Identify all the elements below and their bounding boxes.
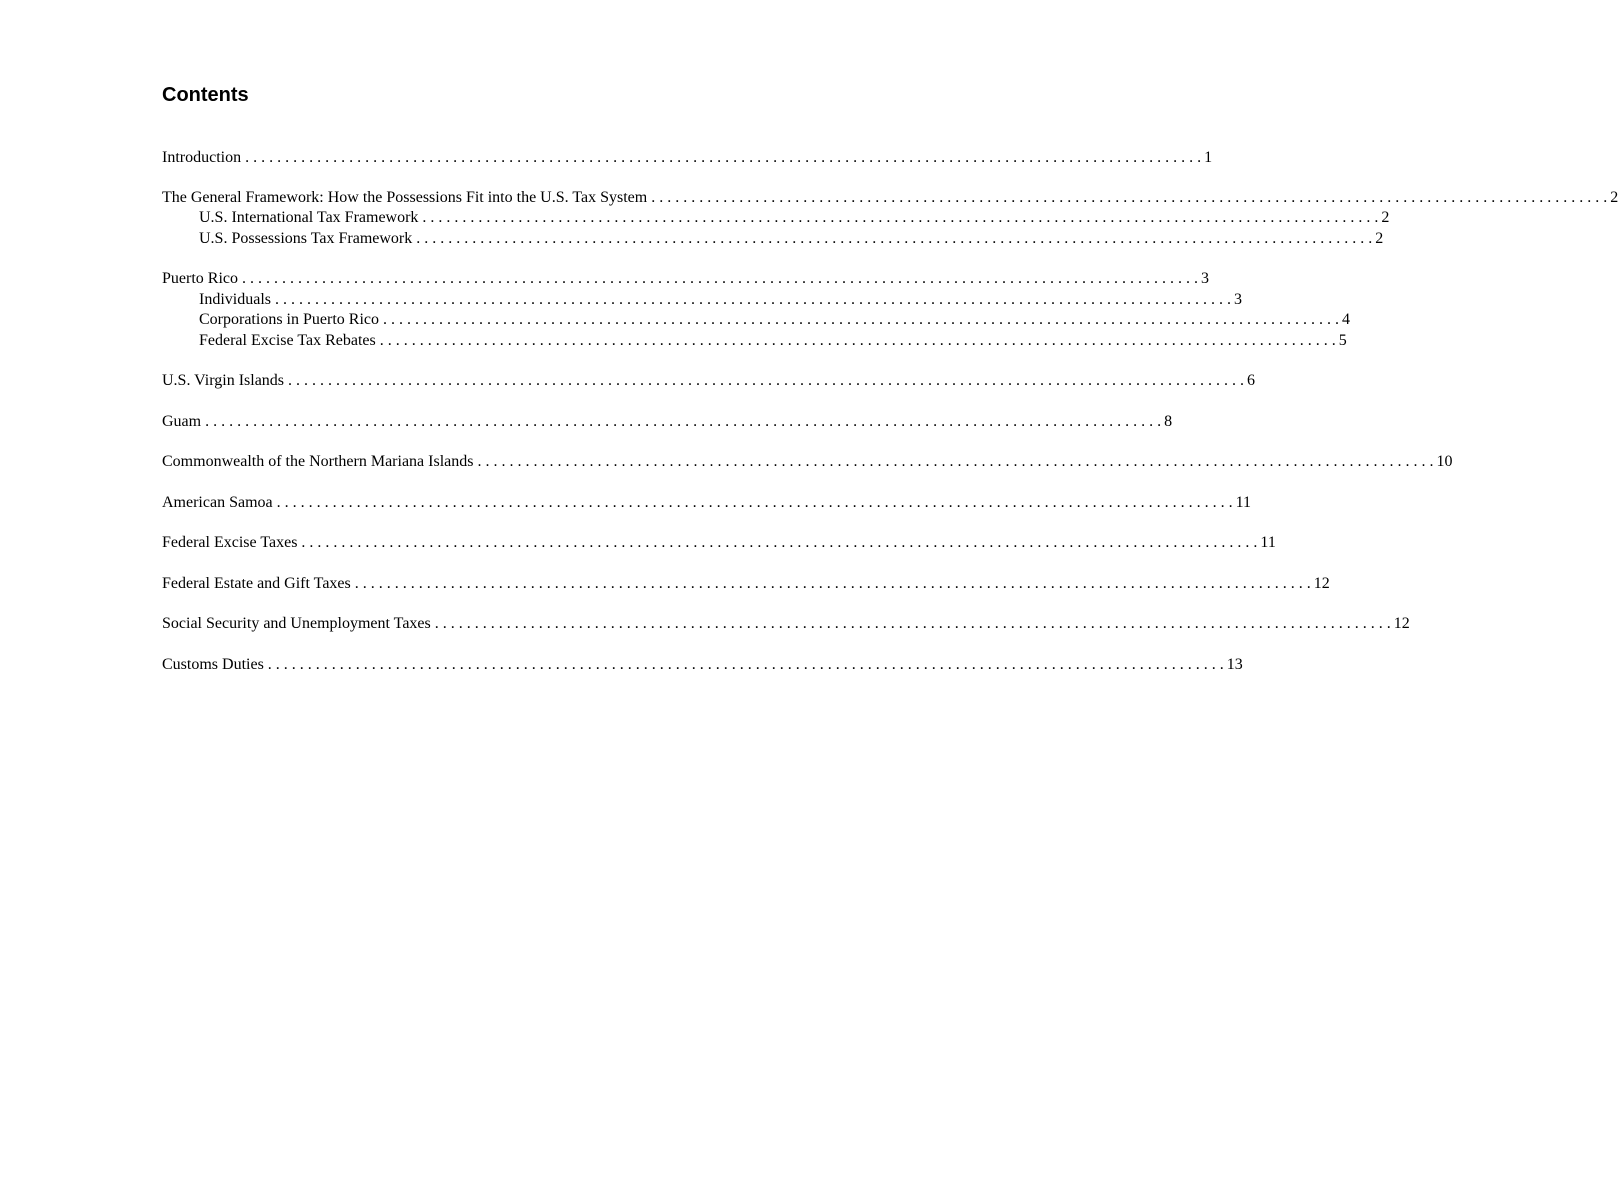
toc-page-number: 5 [1338, 332, 1347, 349]
toc-page-number: 11 [1235, 494, 1252, 511]
toc-entry-label: U.S. Possessions Tax Framework [199, 230, 413, 247]
toc-subentry-us-international-tax-framework[interactable] [199, 207, 1390, 228]
toc-entry-label: American Samoa [162, 494, 273, 511]
toc-entry-label: Guam [162, 413, 202, 430]
toc-entry-label: U.S. International Tax Framework [199, 209, 419, 226]
toc-entry-label: Federal Excise Taxes [162, 534, 298, 551]
toc-entry-puerto-rico[interactable] [162, 268, 1209, 289]
toc-page-number: 1 [1204, 149, 1213, 166]
toc-entry-general-framework[interactable] [162, 187, 1618, 208]
toc-page-number: 11 [1260, 534, 1276, 551]
dot-leader: . . . . . . . . . . . . . . . . . . . . . . . . . . . . . . . . . . . . . . . . . . . . . . . . . . . . . . . . . . . . . . . . . . . . . . . . . . . . . . . . . . . . . . . . . . . . . . . . . . . . . . . . . . . . . . . . . . . . . . . . [416, 230, 1373, 247]
toc-entry-label: Commonwealth of the Northern Mariana Islands [162, 453, 474, 470]
dot-leader: . . . . . . . . . . . . . . . . . . . . . . . . . . . . . . . . . . . . . . . . . . . . . . . . . . . . . . . . . . . . . . . . . . . . . . . . . . . . . . . . . . . . . . . . . . . . . . . . . . . . . . . . . . . . . . . . . . . . . . . . [267, 656, 1224, 673]
toc-page-number: 13 [1226, 656, 1243, 673]
toc-page-number: 2 [1375, 230, 1384, 247]
toc-entry-label: Corporations in Puerto Rico [199, 311, 379, 328]
contents-heading: Contents [162, 84, 249, 106]
toc-entry-social-security-and-unemployment-taxes[interactable] [162, 613, 1410, 634]
toc-entry-introduction[interactable] [162, 147, 1213, 168]
toc-entry-northern-mariana-islands[interactable] [162, 451, 1453, 472]
toc-entry-federal-excise-taxes[interactable] [162, 532, 1276, 553]
dot-leader: . . . . . . . . . . . . . . . . . . . . . . . . . . . . . . . . . . . . . . . . . . . . . . . . . . . . . . . . . . . . . . . . . . . . . . . . . . . . . . . . . . . . . . . . . . . . . . . . . . . . . . . . . . . . . . . . . . . . . . . . [205, 413, 1162, 430]
toc-entry-label: Federal Estate and Gift Taxes [162, 575, 351, 592]
dot-leader: . . . . . . . . . . . . . . . . . . . . . . . . . . . . . . . . . . . . . . . . . . . . . . . . . . . . . . . . . . . . . . . . . . . . . . . . . . . . . . . . . . . . . . . . . . . . . . . . . . . . . . . . . . . . . . . . . . . . . . . . [422, 209, 1379, 226]
toc-entry-label: Puerto Rico [162, 270, 238, 287]
toc-entry-american-samoa[interactable] [162, 492, 1252, 513]
dot-leader: . . . . . . . . . . . . . . . . . . . . . . . . . . . . . . . . . . . . . . . . . . . . . . . . . . . . . . . . . . . . . . . . . . . . . . . . . . . . . . . . . . . . . . . . . . . . . . . . . . . . . . . . . . . . . . . . . . . . . . . . [354, 575, 1311, 592]
toc-subentry-us-possessions-tax-framework[interactable] [199, 228, 1384, 249]
dot-leader: . . . . . . . . . . . . . . . . . . . . . . . . . . . . . . . . . . . . . . . . . . . . . . . . . . . . . . . . . . . . . . . . . . . . . . . . . . . . . . . . . . . . . . . . . . . . . . . . . . . . . . . . . . . . . . . . . . . . . . . . [301, 534, 1258, 551]
toc-page-number: 6 [1247, 372, 1256, 389]
toc-entry-federal-estate-and-gift-taxes[interactable] [162, 573, 1330, 594]
toc-entry-label: The General Framework: How the Possessions Fit into the U.S. Tax System [162, 189, 648, 206]
toc-page-number: 3 [1234, 291, 1242, 308]
toc-entry-label: Introduction [162, 149, 242, 166]
dot-leader: . . . . . . . . . . . . . . . . . . . . . . . . . . . . . . . . . . . . . . . . . . . . . . . . . . . . . . . . . . . . . . . . . . . . . . . . . . . . . . . . . . . . . . . . . . . . . . . . . . . . . . . . . . . . . . . . . . . . . . . . [245, 149, 1202, 166]
dot-leader: . . . . . . . . . . . . . . . . . . . . . . . . . . . . . . . . . . . . . . . . . . . . . . . . . . . . . . . . . . . . . . . . . . . . . . . . . . . . . . . . . . . . . . . . . . . . . . . . . . . . . . . . . . . . . . . . . . . . . . . . [242, 270, 1198, 287]
toc-page-number: 12 [1393, 615, 1410, 632]
toc-page-number: 2 [1610, 189, 1618, 206]
toc-entry-label: U.S. Virgin Islands [162, 372, 285, 389]
toc-page-number: 10 [1436, 453, 1453, 470]
toc-page-number: 3 [1201, 270, 1209, 287]
dot-leader: . . . . . . . . . . . . . . . . . . . . . . . . . . . . . . . . . . . . . . . . . . . . . . . . . . . . . . . . . . . . . . . . . . . . . . . . . . . . . . . . . . . . . . . . . . . . . . . . . . . . . . . . . . . . . . . . . . . . . . . . [288, 372, 1245, 389]
dot-leader: . . . . . . . . . . . . . . . . . . . . . . . . . . . . . . . . . . . . . . . . . . . . . . . . . . . . . . . . . . . . . . . . . . . . . . . . . . . . . . . . . . . . . . . . . . . . . . . . . . . . . . . . . . . . . . . . . . . . . . . . [275, 291, 1231, 308]
toc-entry-label: Social Security and Unemployment Taxes [162, 615, 431, 632]
toc-entry-guam[interactable] [162, 411, 1173, 432]
dot-leader: . . . . . . . . . . . . . . . . . . . . . . . . . . . . . . . . . . . . . . . . . . . . . . . . . . . . . . . . . . . . . . . . . . . . . . . . . . . . . . . . . . . . . . . . . . . . . . . . . . . . . . . . . . . . . . . . . . . . . . . . [477, 453, 1434, 470]
toc-subentry-corporations-in-puerto-rico[interactable] [199, 309, 1350, 330]
dot-leader: . . . . . . . . . . . . . . . . . . . . . . . . . . . . . . . . . . . . . . . . . . . . . . . . . . . . . . . . . . . . . . . . . . . . . . . . . . . . . . . . . . . . . . . . . . . . . . . . . . . . . . . . . . . . . . . . . . . . . . . . [276, 494, 1233, 511]
toc-entry-label: Individuals [199, 291, 271, 308]
dot-leader: . . . . . . . . . . . . . . . . . . . . . . . . . . . . . . . . . . . . . . . . . . . . . . . . . . . . . . . . . . . . . . . . . . . . . . . . . . . . . . . . . . . . . . . . . . . . . . . . . . . . . . . . . . . . . . . . . . . . . . . . [434, 615, 1391, 632]
toc-entry-label: Federal Excise Tax Rebates [199, 332, 376, 349]
toc-page-number: 4 [1341, 311, 1350, 328]
toc-entry-us-virgin-islands[interactable] [162, 370, 1256, 391]
toc-subentry-federal-excise-tax-rebates[interactable] [199, 330, 1347, 351]
dot-leader: . . . . . . . . . . . . . . . . . . . . . . . . . . . . . . . . . . . . . . . . . . . . . . . . . . . . . . . . . . . . . . . . . . . . . . . . . . . . . . . . . . . . . . . . . . . . . . . . . . . . . . . . . . . . . . . . . . . . . . . . [651, 189, 1608, 206]
toc-page-number: 2 [1381, 209, 1390, 226]
toc-page-number: 12 [1313, 575, 1330, 592]
dot-leader: . . . . . . . . . . . . . . . . . . . . . . . . . . . . . . . . . . . . . . . . . . . . . . . . . . . . . . . . . . . . . . . . . . . . . . . . . . . . . . . . . . . . . . . . . . . . . . . . . . . . . . . . . . . . . . . . . . . . . . . . [382, 311, 1339, 328]
toc-entry-customs-duties[interactable] [162, 654, 1243, 675]
dot-leader: . . . . . . . . . . . . . . . . . . . . . . . . . . . . . . . . . . . . . . . . . . . . . . . . . . . . . . . . . . . . . . . . . . . . . . . . . . . . . . . . . . . . . . . . . . . . . . . . . . . . . . . . . . . . . . . . . . . . . . . . [379, 332, 1336, 349]
toc-subentry-individuals[interactable] [199, 289, 1242, 310]
toc-page-number: 8 [1164, 413, 1173, 430]
toc-entry-label: Customs Duties [162, 656, 264, 673]
